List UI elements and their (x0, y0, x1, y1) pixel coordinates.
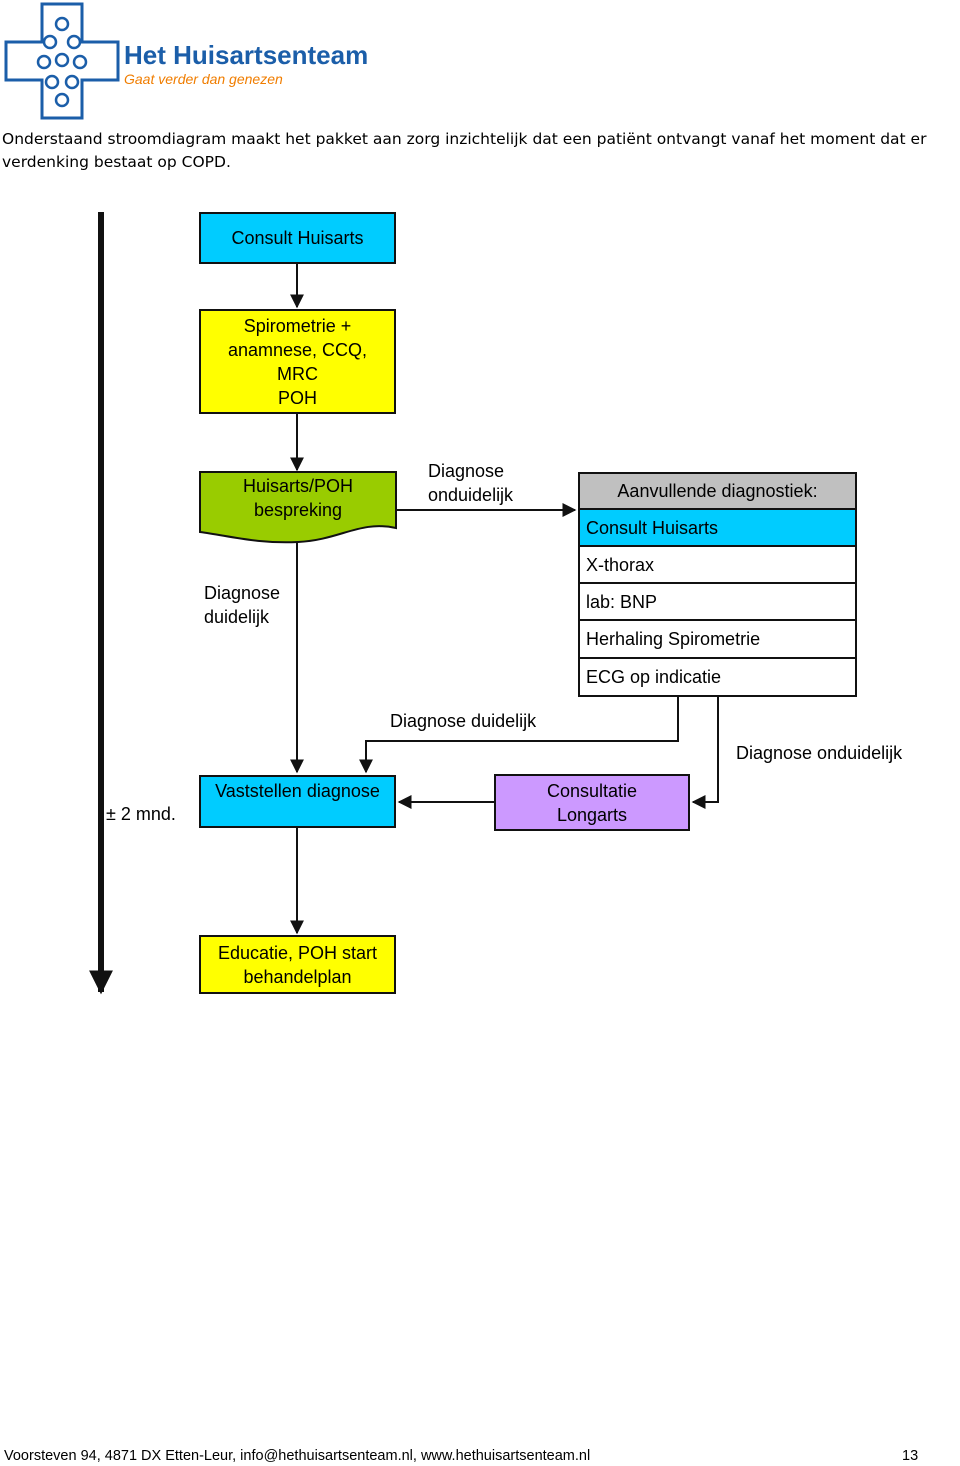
spirometrie-line: anamnese, CCQ, (227, 339, 368, 360)
spirometrie-line: POH (277, 387, 317, 408)
label-line: duidelijk (204, 607, 270, 627)
aanvullend-item (578, 619, 857, 659)
label-diagnose-onduidelijk (428, 459, 513, 507)
educatie-box (199, 935, 396, 994)
label-diagnose-duidelijk (204, 581, 280, 629)
spirometrie-line: MRC (277, 363, 318, 384)
aanvullend-header (578, 472, 857, 510)
aanvullend-item (578, 545, 857, 584)
aanvullend-item (578, 508, 857, 547)
spirometrie-line: Spirometrie + (243, 315, 352, 336)
aanvullend-item-label: Herhaling Spirometrie (586, 629, 761, 649)
aanvullend-item-label: X-thorax (586, 554, 655, 575)
aanvullend-item (578, 582, 857, 621)
aanvullend-item-label: lab: BNP (586, 591, 658, 612)
label-line: onduidelijk (428, 485, 514, 505)
consultatie-longarts-box (494, 774, 690, 831)
timeline-label: ± 2 mnd. (106, 804, 176, 824)
longarts-line: Consultatie (546, 780, 638, 801)
aanvullend-item (578, 657, 857, 697)
consult-huisarts-box (199, 212, 396, 264)
bespreking-line: bespreking (253, 500, 343, 520)
footer-address: Voorsteven 94, 4871 DX Etten-Leur, info@hethuisartsenteam.nl, www.hethuisartsenteam.nl (4, 1448, 591, 1464)
bespreking-line: Huisarts/POH (242, 476, 354, 496)
logo-tagline: Gaat verder dan genezen (124, 71, 283, 87)
intro-text: Onderstaand stroomdiagram maakt het pakket aan zorg inzichtelijk dat een patiënt ontvangt vanaf het moment dat er verdenking bestaat op COPD. (2, 130, 927, 171)
consult-huisarts-label: Consult Huisarts (231, 228, 364, 248)
aanvullend-item-label: Consult Huisarts (586, 517, 719, 538)
educatie-line: behandelplan (243, 966, 352, 987)
aanvullend-header-label: Aanvullende diagnostiek: (617, 481, 818, 501)
page-number: 13 (902, 1448, 919, 1464)
spirometrie-box (199, 309, 396, 414)
vaststellen-diagnose-label: Vaststellen diagnose (215, 781, 380, 801)
label-line: Diagnose (428, 461, 505, 481)
label-diagnose-duidelijk-2: Diagnose duidelijk (390, 711, 537, 731)
bespreking-box (200, 473, 396, 523)
educatie-line: Educatie, POH start (217, 942, 378, 963)
aanvullend-item-label: ECG op indicatie (586, 667, 722, 687)
longarts-line: Longarts (556, 804, 628, 825)
label-diagnose-onduidelijk-2: Diagnose onduidelijk (736, 743, 903, 763)
arrow-aanvullend-onduidelijk (693, 697, 718, 802)
logo-name: Het Huisartsenteam (124, 40, 369, 70)
label-line: Diagnose (204, 583, 281, 603)
vaststellen-diagnose-box (199, 775, 396, 828)
